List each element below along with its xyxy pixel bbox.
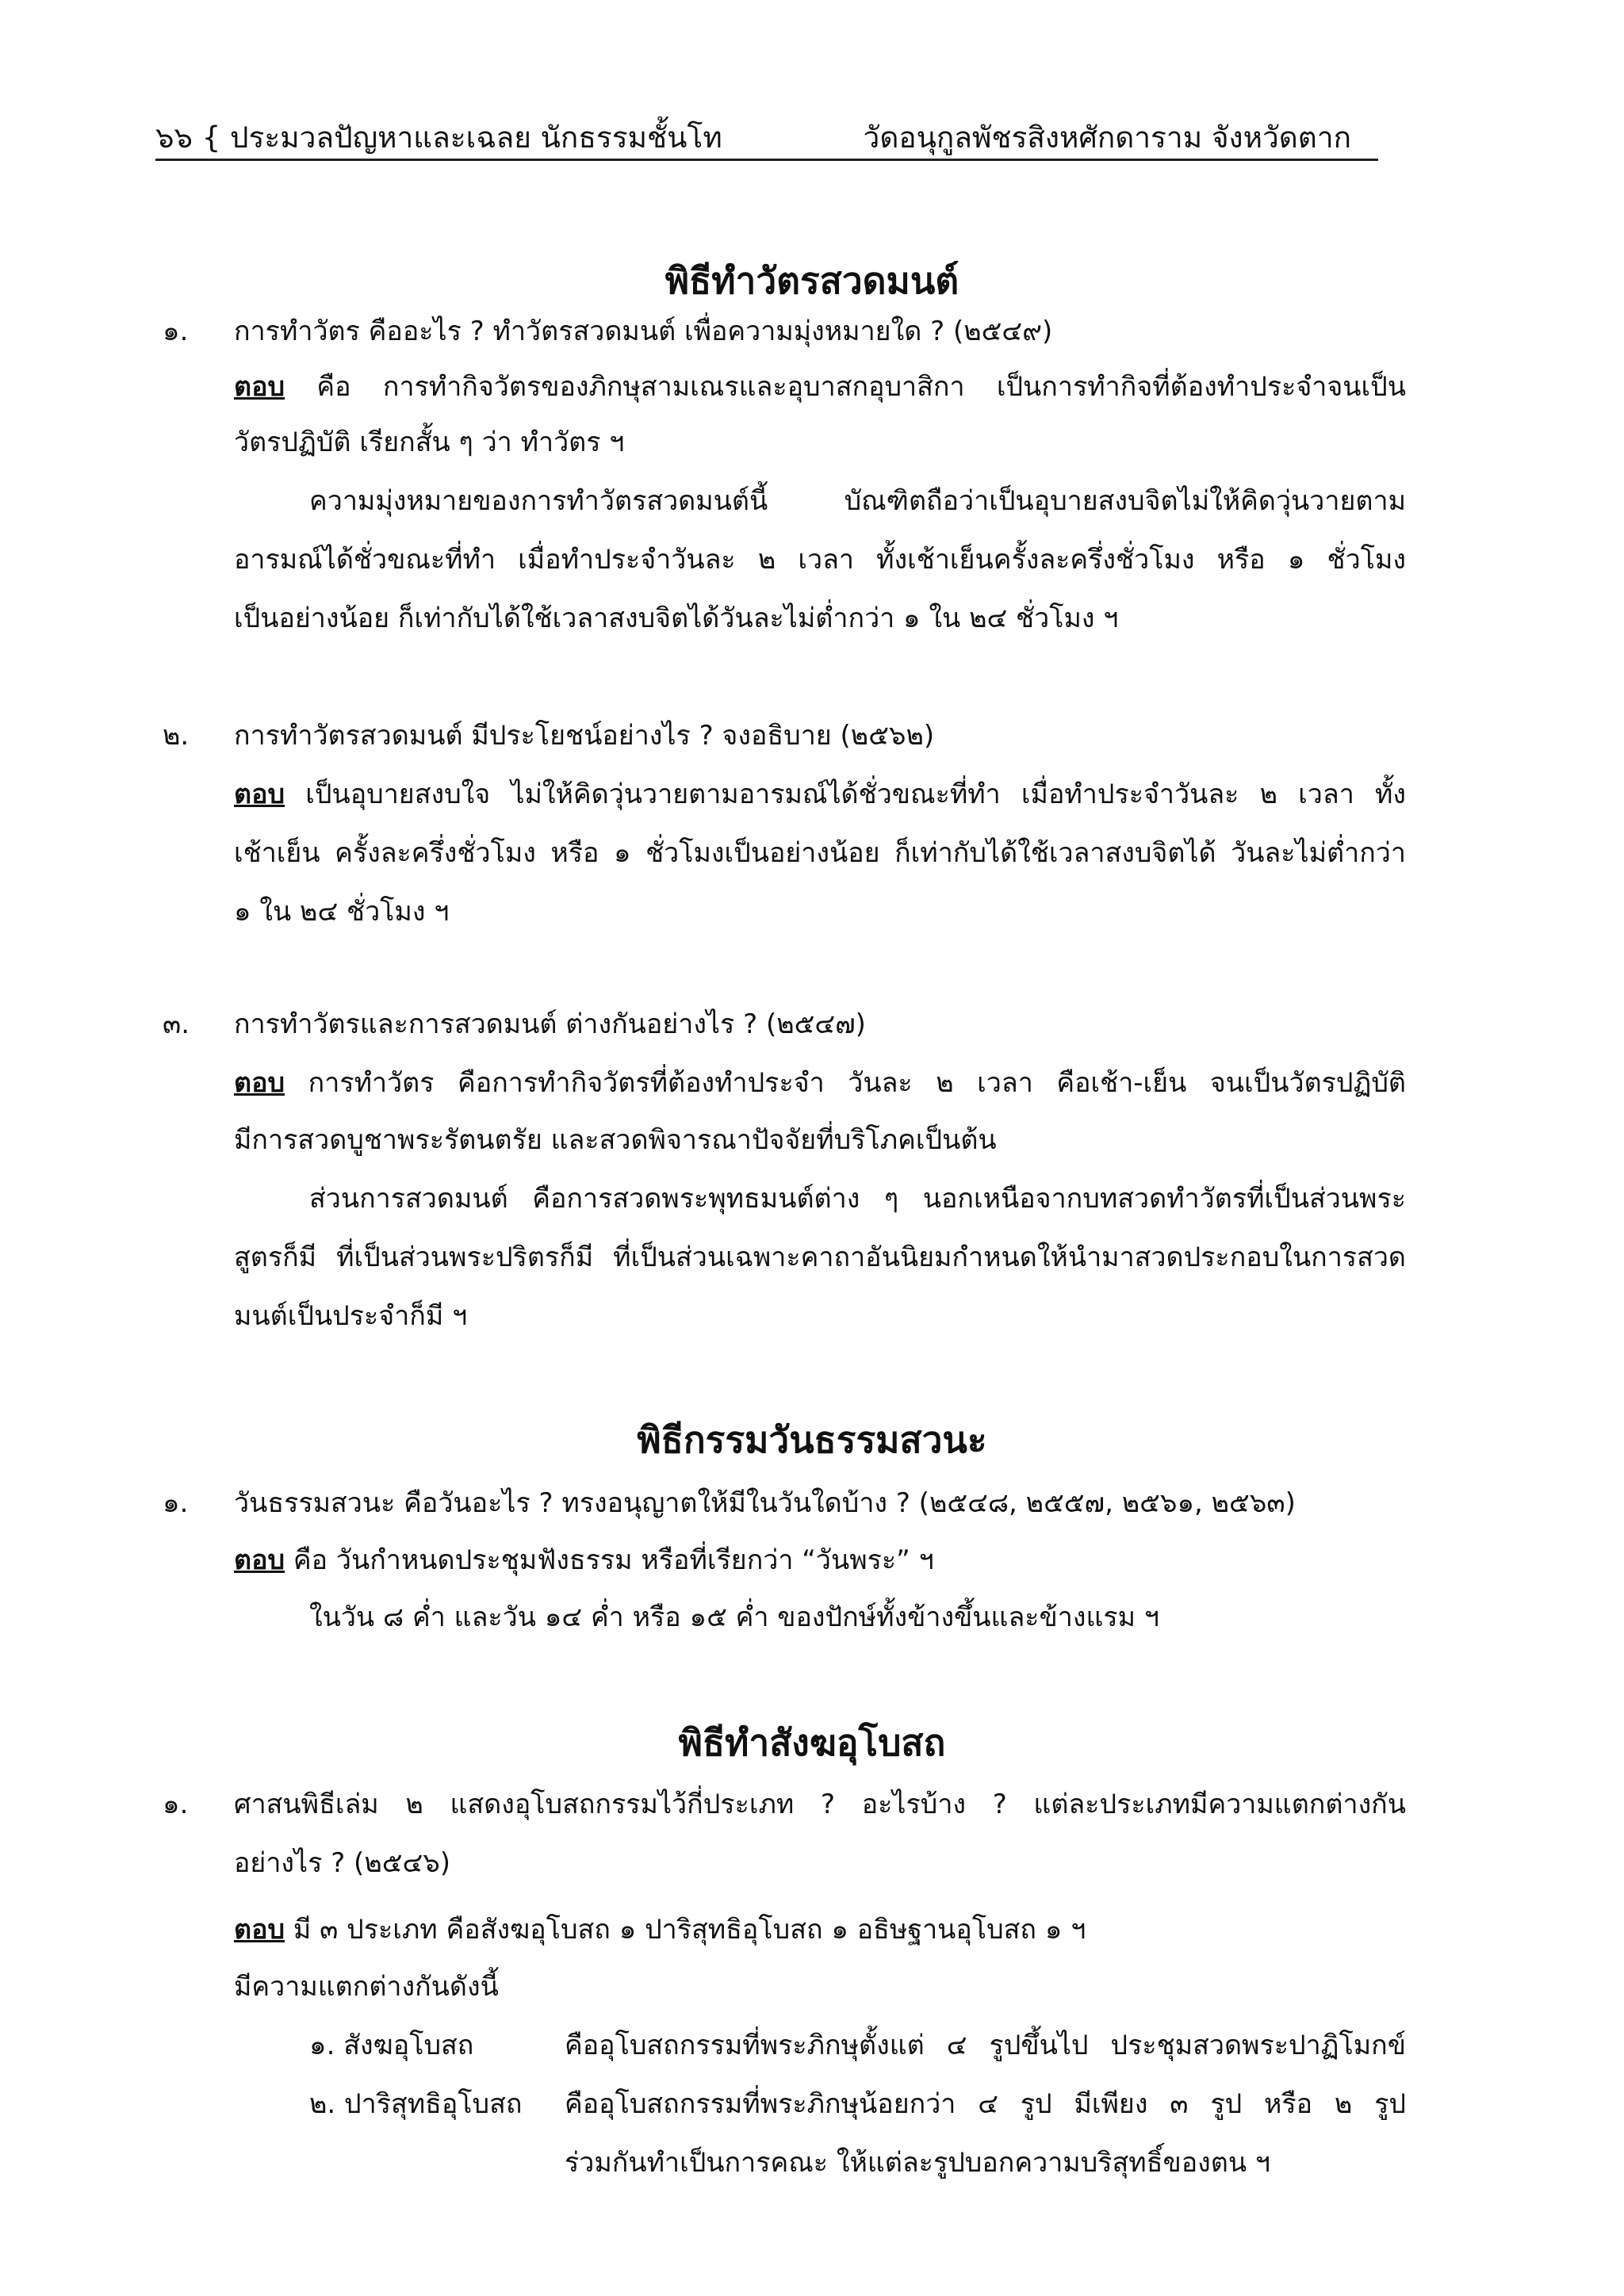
answer-line: ตอบ เป็นอุบายสงบใจ ไม่ให้คิดวุ่นวายตามอารมณ์ได้ชั่วขณะที่ทำ เมื่อทำประจำวันละ ๒ เวลา ทั้ง [234,779,1406,810]
definition-term: ๑. สังฆอุโบสถ [309,2030,474,2061]
question-number: ๒. [163,720,190,752]
section-heading: พิธีกรรมวันธรรมสวนะ [637,1418,987,1461]
definition-text: คืออุโบสถกรรมที่พระภิกษุตั้งแต่ ๔ รูปขึ้นไป ประชุมสวดพระปาฏิโมกข์ [565,2030,1406,2061]
question-text: การทำวัตรและการสวดมนต์ ต่างกันอย่างไร ? (๒๕๔๗) [234,1008,866,1040]
paragraph-line: ในวัน ๘ ค่ำ และวัน ๑๔ ค่ำ หรือ ๑๕ ค่ำ ของปักษ์ทั้งข้างขึ้นและข้างแรม ฯ [309,1601,1159,1633]
header-right: วัดอนุกูลพัชรสิงหศักดาราม จังหวัดตาก [863,121,1351,155]
section-heading: พิธีทำวัตรสวดมนต์ [665,259,959,302]
definition-term: ๒. ปาริสุทธิอุโบสถ [309,2088,523,2120]
answer-line: มีการสวดบูชาพระรัตนตรัย และสวดพิจารณาปัจจัยที่บริโภคเป็นต้น [234,1124,997,1156]
question-number: ๓. [163,1008,190,1040]
question-text: อย่างไร ? (๒๕๔๖) [234,1847,451,1879]
question-number: ๑. [163,1789,189,1820]
paragraph-line: อารมณ์ได้ชั่วขณะที่ทำ เมื่อทำประจำวันละ ๒ เวลา ทั้งเช้าเย็นครั้งละครึ่งชั่วโมง หรือ ๑ ชั่วโมง [234,544,1406,576]
question-text: ศาสนพิธีเล่ม ๒ แสดงอุโบสถกรรมไว้กี่ประเภท ? อะไรบ้าง ? แต่ละประเภทมีความแตกต่างกัน [234,1789,1406,1820]
paragraph-line: ความมุ่งหมายของการทำวัตรสวดมนต์นี้ บัณฑิตถือว่าเป็นอุบายสงบจิตไม่ให้คิดวุ่นวายตาม [309,485,1406,517]
answer-line: ตอบ การทำวัตร คือการทำกิจวัตรที่ต้องทำประจำ วันละ ๒ เวลา คือเช้า-เย็น จนเป็นวัตรปฏิบัติ [234,1067,1406,1099]
answer-label: ตอบ [234,1914,285,1946]
paragraph-line: สูตรก็มี ที่เป็นส่วนพระปริตรก็มี ที่เป็นส่วนเฉพาะคาถาอันนิยมกำหนดให้นำมาสวดประกอบในการสวด [234,1242,1406,1273]
section-heading: พิธีทำสังฆอุโบสถ [678,1721,946,1764]
paragraph-line: มนต์เป็นประจำก็มี ฯ [234,1300,468,1332]
header-left: ๖๖ { ประมวลปัญหาและเฉลย นักธรรมชั้นโท [155,121,722,155]
answer-line: ตอบ มี ๓ ประเภท คือสังฆอุโบสถ ๑ ปาริสุทธิอุโบสถ ๑ อธิษฐานอุโบสถ ๑ ฯ [234,1914,1086,1946]
answer-line: ตอบ คือ วันกำหนดประชุมฟังธรรม หรือที่เรียกว่า “วันพระ” ฯ [234,1544,934,1576]
answer-line: ตอบ คือ การทำกิจวัตรของภิกษุสามเณรและอุบาสกอุบาสิกา เป็นการทำกิจที่ต้องทำประจำจนเป็น [234,371,1406,403]
answer-line: วัตรปฏิบัติ เรียกสั้น ๆ ว่า ทำวัตร ฯ [234,427,625,458]
answer-label: ตอบ [234,1544,285,1576]
paragraph-line: เป็นอย่างน้อย ก็เท่ากับได้ใช้เวลาสงบจิตได้วันละไม่ต่ำกว่า ๑ ใน ๒๔ ชั่วโมง ฯ [234,603,1119,634]
question-text: วันธรรมสวนะ คือวันอะไร ? ทรงอนุญาตให้มีในวันใดบ้าง ? (๒๕๔๘, ๒๕๕๗, ๒๕๖๑, ๒๕๖๓) [234,1487,1296,1519]
definition-text: ร่วมกันทำเป็นการคณะ ให้แต่ละรูปบอกความบริสุทธิ์ของตน ฯ [565,2147,1270,2179]
answer-label: ตอบ [234,1067,285,1099]
running-header [155,114,1378,161]
question-number: ๑. [163,1487,189,1519]
answer-line: ๑ ใน ๒๔ ชั่วโมง ฯ [234,896,450,928]
paragraph-line: ส่วนการสวดมนต์ คือการสวดพระพุทธมนต์ต่าง ๆ นอกเหนือจากบทสวดทำวัตรที่เป็นส่วนพระ [309,1183,1406,1215]
answer-line: เช้าเย็น ครั้งละครึ่งชั่วโมง หรือ ๑ ชั่วโมงเป็นอย่างน้อย ก็เท่ากับได้ใช้เวลาสงบจิตได้ วันละไม่ต่ำกว่า [234,837,1406,869]
question-text: การทำวัตร คืออะไร ? ทำวัตรสวดมนต์ เพื่อความมุ่งหมายใด ? (๒๕๔๙) [234,316,1053,347]
answer-line: มีความแตกต่างกันดังนี้ [234,1971,499,2003]
definition-text: คืออุโบสถกรรมที่พระภิกษุน้อยกว่า ๔ รูป มีเพียง ๓ รูป หรือ ๒ รูป [565,2088,1406,2120]
answer-label: ตอบ [234,371,285,403]
question-number: ๑. [163,316,189,347]
question-text: การทำวัตรสวดมนต์ มีประโยชน์อย่างไร ? จงอธิบาย (๒๕๖๒) [234,720,935,752]
answer-label: ตอบ [234,779,285,810]
